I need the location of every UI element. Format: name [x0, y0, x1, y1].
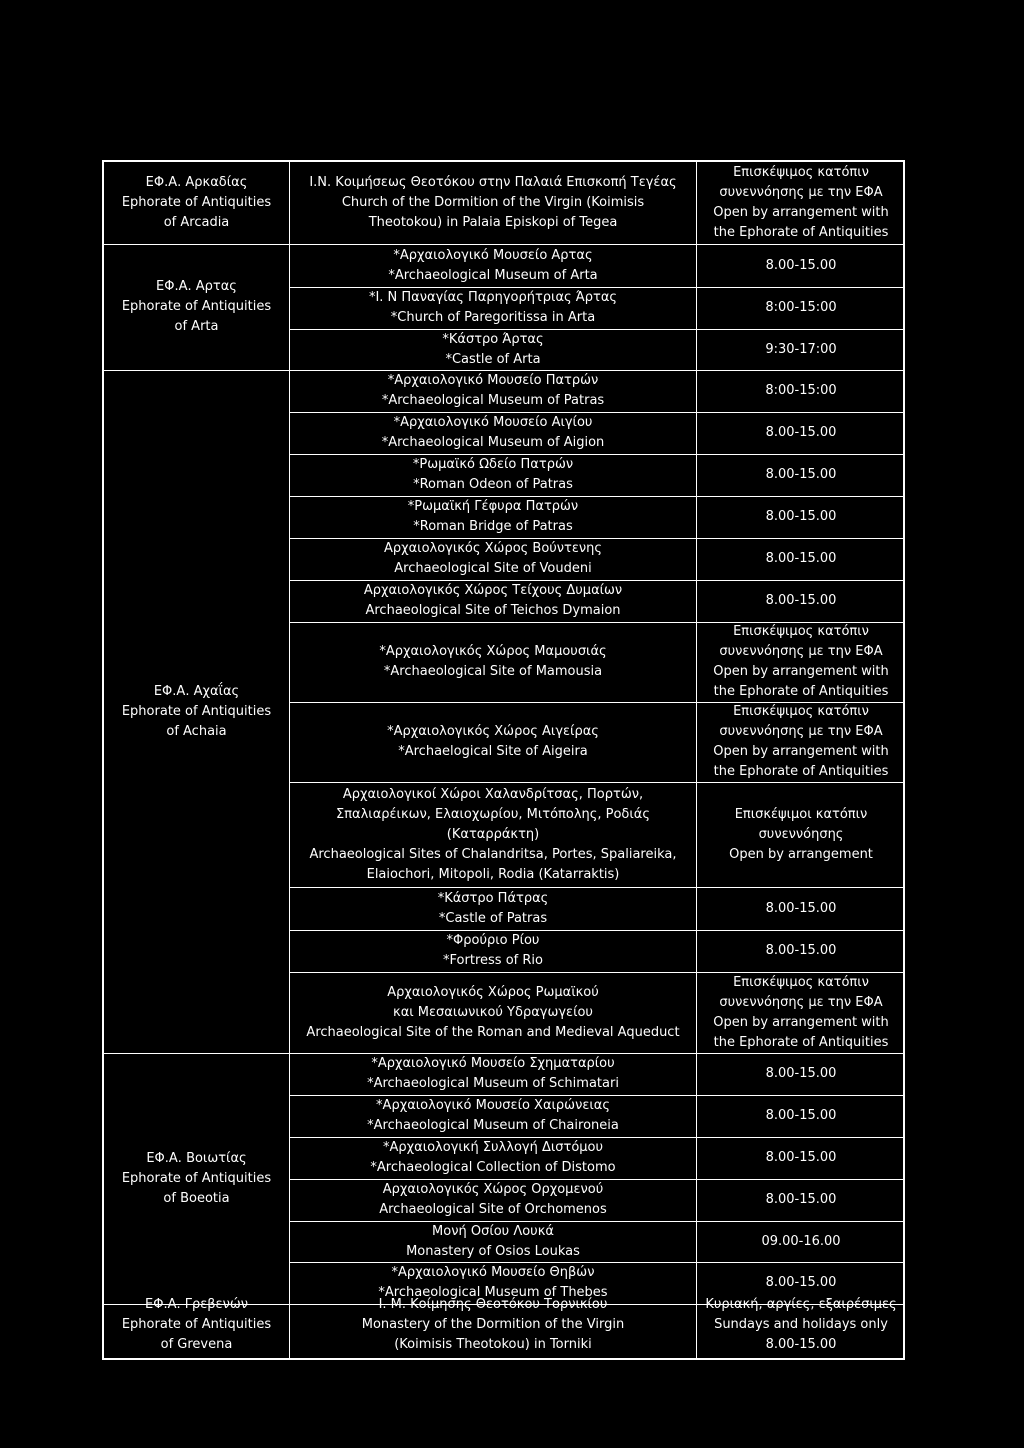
site-cell-line: *Αρχαιολογικό Μουσείο Θηβών: [391, 1265, 595, 1280]
ephorate-cell-line: ΕΦ.Α. Αρκαδίας: [145, 175, 248, 190]
site-cell-line: *Αρχαιολογικό Μουσείο Αρτας: [393, 247, 593, 263]
hours-cell: [697, 702, 905, 782]
row-divider: [290, 1304, 905, 1305]
ephorate-cell-line: ΕΦ.Α. Βοιωτίας: [146, 1150, 247, 1166]
hours-cell: [697, 287, 905, 329]
site-cell-line: *Archaeological Museum of Schimatari: [367, 1076, 619, 1091]
ephorate-cell-line: ΕΦ.Α. Αχαΐας: [153, 683, 240, 699]
hours-cell-line: Επισκέψιμος κατόπιν: [733, 165, 869, 180]
hours-cell-line: the Ephorate of Antiquities: [713, 225, 889, 240]
hours-cell-line: 8.00-15.00: [765, 425, 837, 440]
ephorate-cell-line: of Arcadia: [163, 215, 230, 230]
site-cell: [290, 162, 696, 244]
row-divider: [290, 538, 905, 539]
row-divider: [290, 622, 905, 623]
site-cell-line: (Καταρράκτη): [446, 826, 540, 842]
site-cell-line: *Αρχαιολογικό Μουσείο Πατρών: [387, 373, 599, 388]
site-cell-line: *Archaeological Site of Mamousia: [383, 664, 603, 679]
site-cell: [290, 1221, 696, 1262]
site-cell-line: και Μεσαιωνικού Υδραγωγείου: [393, 1004, 593, 1020]
site-cell-line: *Ρωμαϊκό Ωδείο Πατρών: [412, 457, 574, 472]
site-cell-line: Σπαλιαρέικων, Ελαιοχωρίου, Μιτόπολης, Ροδιάς: [336, 806, 650, 822]
opening-hours-table: [102, 160, 905, 1360]
ephorate-cell-line: Ephorate of Antiquities: [121, 1316, 272, 1332]
ephorate-cell-line: of Achaia: [166, 723, 227, 739]
ephorate-divider: [104, 370, 289, 371]
hours-cell-line: 8.00-15.00: [765, 1066, 837, 1081]
hours-cell: [697, 972, 905, 1053]
site-cell-line: *Αρχαιολογικό Μουσείο Αιγίου: [393, 415, 593, 430]
hours-cell: [697, 1053, 905, 1095]
site-cell: [290, 538, 696, 580]
site-cell: [290, 1095, 696, 1137]
row-divider: [290, 244, 905, 245]
site-cell-line: *Archaeological Museum of Aigion: [381, 435, 605, 450]
site-cell-line: Μονή Οσίου Λουκά: [432, 1223, 554, 1239]
hours-cell-line: 8.00-15.00: [765, 943, 837, 958]
site-cell: [290, 496, 696, 538]
row-divider: [290, 1179, 905, 1180]
site-cell-line: Archaeological Site of the Roman and Medieval Aqueduct: [306, 1024, 680, 1040]
site-cell-line: *Archaelogical Site of Aigeira: [398, 744, 588, 759]
hours-cell-line: συνεννόησης με την ΕΦΑ: [719, 644, 883, 659]
hours-cell: [697, 329, 905, 370]
hours-cell-line: 8:00-15:00: [765, 300, 837, 315]
row-divider: [290, 702, 905, 703]
hours-cell-line: 8.00-15.00: [765, 509, 837, 524]
hours-cell-line: 8.00-15.00: [765, 1150, 837, 1165]
site-cell: [290, 329, 696, 370]
site-cell-line: *Κάστρο Άρτας: [442, 331, 544, 347]
hours-cell-line: 8.00-15.00: [765, 593, 837, 608]
site-cell-line: Archaeological Site of Orchomenos: [379, 1202, 607, 1217]
site-cell-line: Monastery of the Dormition of the Virgin: [361, 1316, 625, 1332]
site-cell: [290, 370, 696, 412]
site-cell-line: Αρχαιολογικός Χώρος Ορχομενού: [382, 1182, 604, 1197]
site-cell: [290, 1179, 696, 1221]
site-cell-line: Αρχαιολογικός Χώρος Βούντενης: [383, 541, 603, 556]
site-cell-line: *Αρχαιολογική Συλλογή Διστόμου: [382, 1140, 604, 1155]
hours-cell-line: Κυριακή, αργίες, εξαιρέσιμες: [705, 1296, 897, 1312]
hours-cell-line: Open by arrangement: [729, 846, 873, 862]
ephorate-cell-line: Ephorate of Antiquities: [121, 195, 272, 210]
site-cell: [290, 454, 696, 496]
hours-cell: [697, 496, 905, 538]
site-cell-line: *Αρχαιολογικό Μουσείο Χαιρώνειας: [376, 1098, 610, 1113]
row-divider: [290, 930, 905, 931]
hours-cell-line: Επισκέψιμος κατόπιν: [733, 704, 869, 719]
site-cell: [290, 1053, 696, 1095]
site-cell-line: *Archaeological Museum of Arta: [388, 267, 598, 283]
site-cell-line: Church of the Dormition of the Virgin (Koimisis: [341, 195, 645, 210]
site-cell: [290, 244, 696, 287]
site-cell-line: *Roman Odeon of Patras: [413, 477, 573, 492]
row-divider: [290, 580, 905, 581]
site-cell: [290, 1137, 696, 1179]
row-divider: [290, 287, 905, 288]
row-divider: [290, 887, 905, 888]
ephorate-cell: [104, 1053, 289, 1304]
site-cell-line: *Church of Paregoritissa in Arta: [390, 310, 596, 325]
hours-cell-line: Επισκέψιμος κατόπιν: [733, 624, 869, 639]
hours-cell-line: συνεννόησης με την ΕΦΑ: [719, 185, 883, 200]
hours-cell: [697, 887, 905, 930]
site-cell-line: *Αρχαιολογικός Χώρος Μαμουσιάς: [379, 644, 607, 659]
site-cell: [290, 287, 696, 329]
hours-cell: [697, 1095, 905, 1137]
site-cell-line: (Koimisis Theotokou) in Torniki: [394, 1336, 592, 1352]
site-cell-line: *Φρούριο Ρίου: [446, 933, 540, 948]
site-cell-line: *Fortress of Rio: [443, 953, 543, 968]
site-cell-line: Archaeological Site of Teichos Dymaion: [365, 603, 621, 618]
site-cell-line: *Castle of Patras: [438, 910, 548, 926]
hours-cell: [697, 538, 905, 580]
hours-cell-line: 8:00-15:00: [765, 383, 837, 398]
ephorate-cell-line: Ephorate of Antiquities: [121, 1170, 272, 1186]
site-cell: [290, 972, 696, 1053]
site-cell-line: Ι.Ν. Κοιμήσεως Θεοτόκου στην Παλαιά Επισκοπή Τεγέας: [309, 175, 677, 190]
hours-cell: [697, 1296, 905, 1352]
row-divider: [290, 370, 905, 371]
site-cell-line: Ι. Μ. Κοίμησης Θεοτόκου Τορνικίου: [378, 1296, 608, 1312]
row-divider: [290, 1262, 905, 1263]
site-cell-line: Theotokou) in Palaia Episkopi of Tegea: [368, 215, 618, 230]
hours-cell-line: the Ephorate of Antiquities: [713, 684, 889, 699]
hours-cell-line: Open by arrangement with: [713, 664, 889, 679]
hours-cell-line: Open by arrangement with: [713, 1014, 889, 1030]
hours-cell-line: Sundays and holidays only: [714, 1316, 888, 1332]
site-cell-line: *Ι. Ν Παναγίας Παρηγορήτριας Άρτας: [368, 290, 618, 305]
ephorate-cell-line: Ephorate of Antiquities: [121, 299, 272, 314]
hours-cell-line: Open by arrangement with: [713, 744, 889, 759]
site-cell-line: Monastery of Osios Loukas: [406, 1243, 580, 1259]
ephorate-divider: [104, 244, 289, 245]
row-divider: [290, 1137, 905, 1138]
site-cell-line: *Roman Bridge of Patras: [413, 519, 573, 534]
hours-cell-line: Επισκέψιμος κατόπιν: [733, 974, 869, 990]
ephorate-cell: [104, 1296, 289, 1352]
hours-cell-line: συνεννόησης με την ΕΦΑ: [719, 724, 883, 739]
site-cell: [290, 580, 696, 622]
row-divider: [290, 1095, 905, 1096]
site-cell-line: Αρχαιολογικός Χώρος Ρωμαϊκού: [387, 984, 599, 1000]
site-cell-line: Archaeological Site of Voudeni: [394, 561, 592, 576]
hours-cell-line: 8.00-15.00: [765, 1336, 837, 1352]
site-cell-line: *Archaeological Museum of Thebes: [378, 1285, 608, 1300]
row-divider: [290, 329, 905, 330]
site-cell-line: *Castle of Arta: [445, 351, 541, 367]
ephorate-cell: [104, 244, 289, 370]
hours-cell: [697, 580, 905, 622]
hours-cell: [697, 622, 905, 702]
hours-cell: [697, 370, 905, 412]
site-cell: [290, 930, 696, 972]
row-divider: [290, 1053, 905, 1054]
site-cell-line: Elaiochori, Mitopoli, Rodia (Katarraktis): [366, 866, 620, 882]
site-cell-line: *Αρχαιολογικός Χώρος Αιγείρας: [387, 724, 599, 739]
hours-cell-line: συνεννόησης: [758, 826, 844, 842]
site-cell: [290, 887, 696, 930]
hours-cell-line: 8.00-15.00: [765, 900, 837, 916]
ephorate-cell-line: ΕΦ.Α. Γρεβενών: [145, 1296, 248, 1312]
hours-cell: [697, 454, 905, 496]
row-divider: [290, 1221, 905, 1222]
ephorate-cell-line: Ephorate of Antiquities: [121, 703, 272, 719]
site-cell-line: *Archaeological Collection of Distomo: [370, 1160, 616, 1175]
ephorate-cell-line: of Grevena: [160, 1336, 233, 1352]
hours-cell: [697, 244, 905, 287]
ephorate-divider: [104, 1053, 289, 1054]
hours-cell-line: 8.00-15.00: [765, 551, 837, 566]
hours-cell-line: συνεννόησης με την ΕΦΑ: [719, 994, 883, 1010]
hours-cell: [697, 1179, 905, 1221]
site-cell-line: Αρχαιολογικοί Χώροι Χαλανδρίτσας, Πορτών,: [342, 786, 644, 802]
row-divider: [290, 782, 905, 783]
site-cell: [290, 702, 696, 782]
hours-cell-line: 8.00-15.00: [765, 257, 837, 273]
site-cell-line: *Ρωμαϊκή Γέφυρα Πατρών: [407, 499, 579, 514]
site-cell-line: Αρχαιολογικός Χώρος Τείχους Δυμαίων: [363, 583, 623, 598]
ephorate-cell-line: of Boeotia: [163, 1190, 230, 1206]
hours-cell: [697, 782, 905, 887]
site-cell: [290, 782, 696, 887]
site-cell-line: *Κάστρο Πάτρας: [437, 890, 549, 906]
hours-cell-line: Επισκέψιμοι κατόπιν: [734, 806, 868, 822]
hours-cell: [697, 1137, 905, 1179]
hours-cell: [697, 412, 905, 454]
ephorate-cell: [104, 162, 289, 244]
site-cell-line: *Archaeological Museum of Chaironeia: [367, 1118, 619, 1133]
hours-cell: [697, 930, 905, 972]
site-cell-line: *Αρχαιολογικό Μουσείο Σχηματαρίου: [371, 1056, 615, 1071]
ephorate-cell: [104, 370, 289, 1053]
row-divider: [290, 972, 905, 973]
hours-cell: [697, 162, 905, 244]
site-cell-line: Archaeological Sites of Chalandritsa, Portes, Spaliareika,: [309, 846, 677, 862]
ephorate-cell-line: ΕΦ.Α. Αρτας: [156, 279, 237, 294]
row-divider: [290, 496, 905, 497]
hours-cell-line: Open by arrangement with: [713, 205, 889, 220]
site-cell: [290, 412, 696, 454]
ephorate-divider: [104, 1304, 289, 1305]
row-divider: [290, 412, 905, 413]
hours-cell-line: 09.00-16.00: [761, 1233, 841, 1249]
site-cell: [290, 1296, 696, 1352]
ephorate-cell-line: of Arta: [174, 319, 219, 334]
site-cell-line: *Archaeological Museum of Patras: [381, 393, 605, 408]
site-cell: [290, 622, 696, 702]
hours-cell: [697, 1221, 905, 1262]
row-divider: [290, 454, 905, 455]
hours-cell-line: 8.00-15.00: [765, 1192, 837, 1207]
hours-cell-line: 8.00-15.00: [765, 1275, 837, 1290]
hours-cell-line: 9:30-17:00: [765, 341, 837, 357]
hours-cell-line: 8.00-15.00: [765, 1108, 837, 1123]
hours-cell-line: the Ephorate of Antiquities: [713, 764, 889, 779]
hours-cell-line: the Ephorate of Antiquities: [713, 1034, 889, 1050]
hours-cell-line: 8.00-15.00: [765, 467, 837, 482]
